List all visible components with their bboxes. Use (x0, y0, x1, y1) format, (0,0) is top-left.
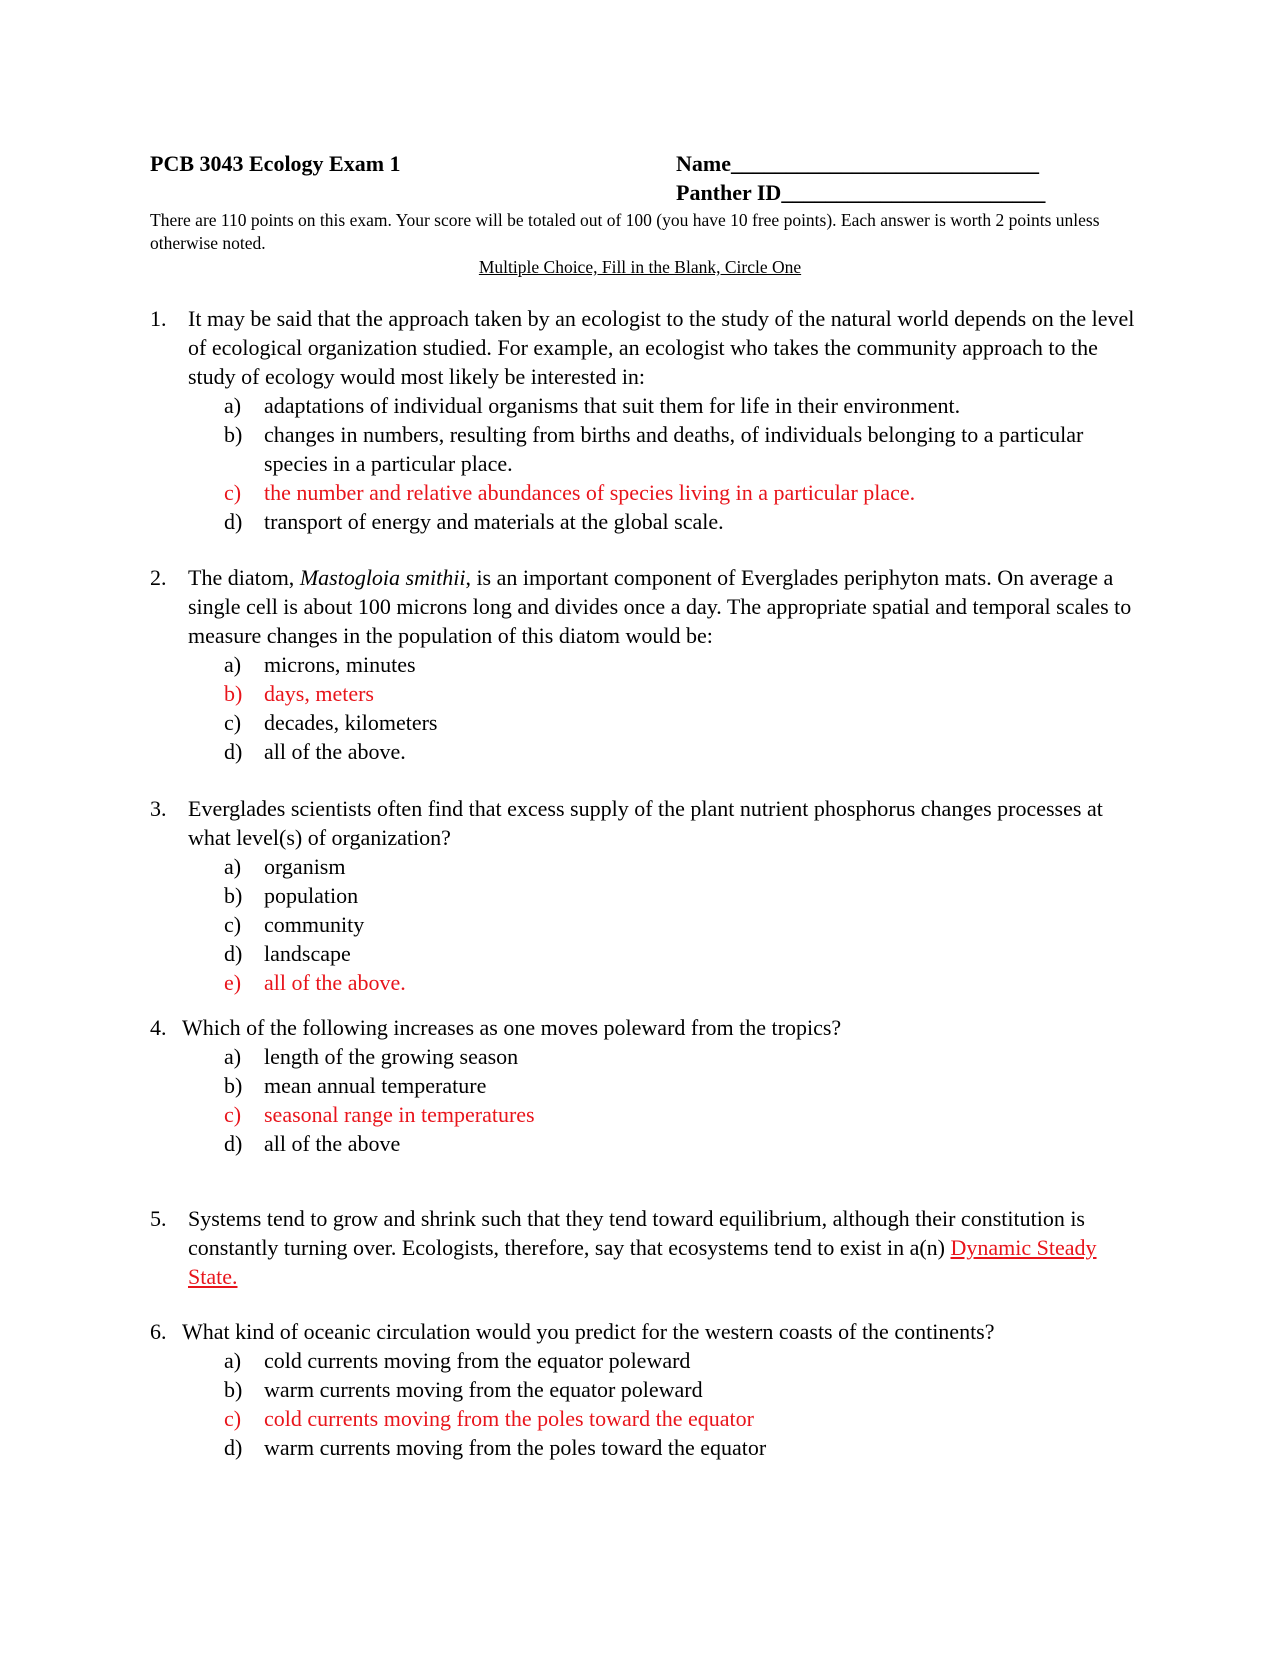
option-b (224, 1071, 1140, 1100)
option-d (224, 737, 1140, 766)
option-c-correct-answer (224, 1404, 1140, 1433)
option-letter: b) (224, 681, 243, 706)
answer-options (224, 650, 1140, 766)
question-3 (150, 794, 1140, 997)
option-letter: a) (224, 652, 242, 677)
species-name: Mastogloia smithii (299, 565, 466, 590)
question-text: Everglades scientists often find that excess supply of the plant nutrient phosphorus changes processes at what level(s) of organization? (188, 796, 1103, 850)
option-text: the number and relative abundances of species living in a particular place. (264, 480, 916, 505)
option-letter: c) (224, 912, 242, 937)
question-number: 2. (150, 565, 167, 590)
option-letter: d) (224, 509, 243, 534)
answer-options (224, 852, 1140, 997)
option-text: days, meters (264, 681, 374, 706)
option-b (224, 1375, 1140, 1404)
question-text (188, 563, 1140, 650)
option-letter: b) (224, 422, 243, 447)
option-text: all of the above. (264, 739, 406, 764)
option-text: warm currents moving from the poles toward the equator (264, 1435, 767, 1460)
option-text: decades, kilometers (264, 710, 438, 735)
option-letter: b) (224, 883, 243, 908)
option-a (224, 1346, 1140, 1375)
exam-title: PCB 3043 Ecology Exam 1 (150, 151, 401, 176)
option-a (224, 391, 1140, 420)
option-letter: c) (224, 480, 242, 505)
option-d (224, 939, 1140, 968)
option-c (224, 910, 1140, 939)
question-text (188, 1204, 1140, 1291)
option-b-correct-answer (224, 679, 1140, 708)
option-letter: b) (224, 1073, 243, 1098)
option-letter: a) (224, 854, 242, 879)
option-text: community (264, 912, 365, 937)
option-text: adaptations of individual organisms that suit them for life in their environment. (264, 393, 961, 418)
question-number: 1. (150, 306, 167, 331)
option-a (224, 852, 1140, 881)
question-text: Which of the following increases as one moves poleward from the tropics? (182, 1015, 842, 1040)
option-text: organism (264, 854, 346, 879)
question-text: It may be said that the approach taken by an ecologist to the study of the natural world depends on the level of ecological organization studied. For example, an ecologist who takes the community approach to the study of ecology would most likely be interested in: (188, 306, 1135, 389)
name-field-label: Name____________________________ (676, 151, 1039, 176)
option-text: length of the growing season (264, 1044, 519, 1069)
option-letter: c) (224, 1406, 242, 1431)
option-text: seasonal range in temperatures (264, 1102, 535, 1127)
question-text-part: , is an important component of Everglades periphyton mats. On average a single cell is about 100 microns long and divides once a day. The appropriate spatial and temporal scales to measure changes in the population of this diatom would be: (188, 565, 1132, 648)
option-a (224, 650, 1140, 679)
question-text: What kind of oceanic circulation would you predict for the western coasts of the continents? (182, 1319, 995, 1344)
option-text: changes in numbers, resulting from births and deaths, of individuals belonging to a particular species in a particular place. (264, 422, 1084, 476)
option-letter: c) (224, 710, 242, 735)
exam-instructions: There are 110 points on this exam. Your score will be totaled out of 100 (you have 10 free points). Each answer is worth 2 points unless otherwise noted. (150, 210, 1100, 253)
option-text: microns, minutes (264, 652, 416, 677)
option-letter: d) (224, 739, 243, 764)
option-c-correct-answer (224, 478, 1140, 507)
option-text: cold currents moving from the equator poleward (264, 1348, 691, 1373)
question-5 (150, 1204, 1140, 1291)
answer-options (224, 1346, 1140, 1462)
option-letter: c) (224, 1102, 242, 1127)
question-number: 6. (150, 1319, 167, 1344)
option-text: cold currents moving from the poles toward the equator (264, 1406, 754, 1431)
option-letter: d) (224, 1435, 243, 1460)
option-d (224, 1129, 1140, 1158)
question-1 (150, 304, 1140, 536)
answer-options (224, 1042, 1140, 1158)
answer-options (224, 391, 1140, 536)
option-letter: e) (224, 970, 242, 995)
option-b (224, 881, 1140, 910)
option-d (224, 1433, 1140, 1462)
question-2 (150, 563, 1140, 766)
option-text: all of the above (264, 1131, 401, 1156)
option-letter: b) (224, 1377, 243, 1402)
option-text: population (264, 883, 359, 908)
option-text: transport of energy and materials at the global scale. (264, 509, 724, 534)
option-letter: a) (224, 393, 242, 418)
option-letter: d) (224, 941, 243, 966)
option-letter: a) (224, 1044, 242, 1069)
question-number: 3. (150, 796, 167, 821)
option-letter: a) (224, 1348, 242, 1373)
fill-in-answer: Dynamic Steady State. (188, 1235, 1097, 1289)
option-c-correct-answer (224, 1100, 1140, 1129)
question-4 (150, 1013, 1140, 1158)
question-text-part: The diatom, (188, 565, 300, 590)
option-a (224, 1042, 1140, 1071)
option-text: mean annual temperature (264, 1073, 487, 1098)
option-d (224, 507, 1140, 536)
section-heading: Multiple Choice, Fill in the Blank, Circle One (478, 257, 802, 277)
option-letter: d) (224, 1131, 243, 1156)
option-e-correct-answer (224, 968, 1140, 997)
option-text: warm currents moving from the equator poleward (264, 1377, 703, 1402)
question-number: 5. (150, 1206, 167, 1231)
question-number: 4. (150, 1015, 167, 1040)
panther-id-field-label: Panther ID________________________ (676, 180, 1046, 205)
option-b (224, 420, 1140, 478)
option-text: landscape (264, 941, 351, 966)
option-c (224, 708, 1140, 737)
option-text: all of the above. (264, 970, 406, 995)
question-text-part: Systems tend to grow and shrink such that they tend toward equilibrium, although their constitution is constantly turning over. Ecologists, therefore, say that ecosystems tend to exist in a(n) (188, 1206, 1085, 1260)
question-6 (150, 1317, 1140, 1462)
